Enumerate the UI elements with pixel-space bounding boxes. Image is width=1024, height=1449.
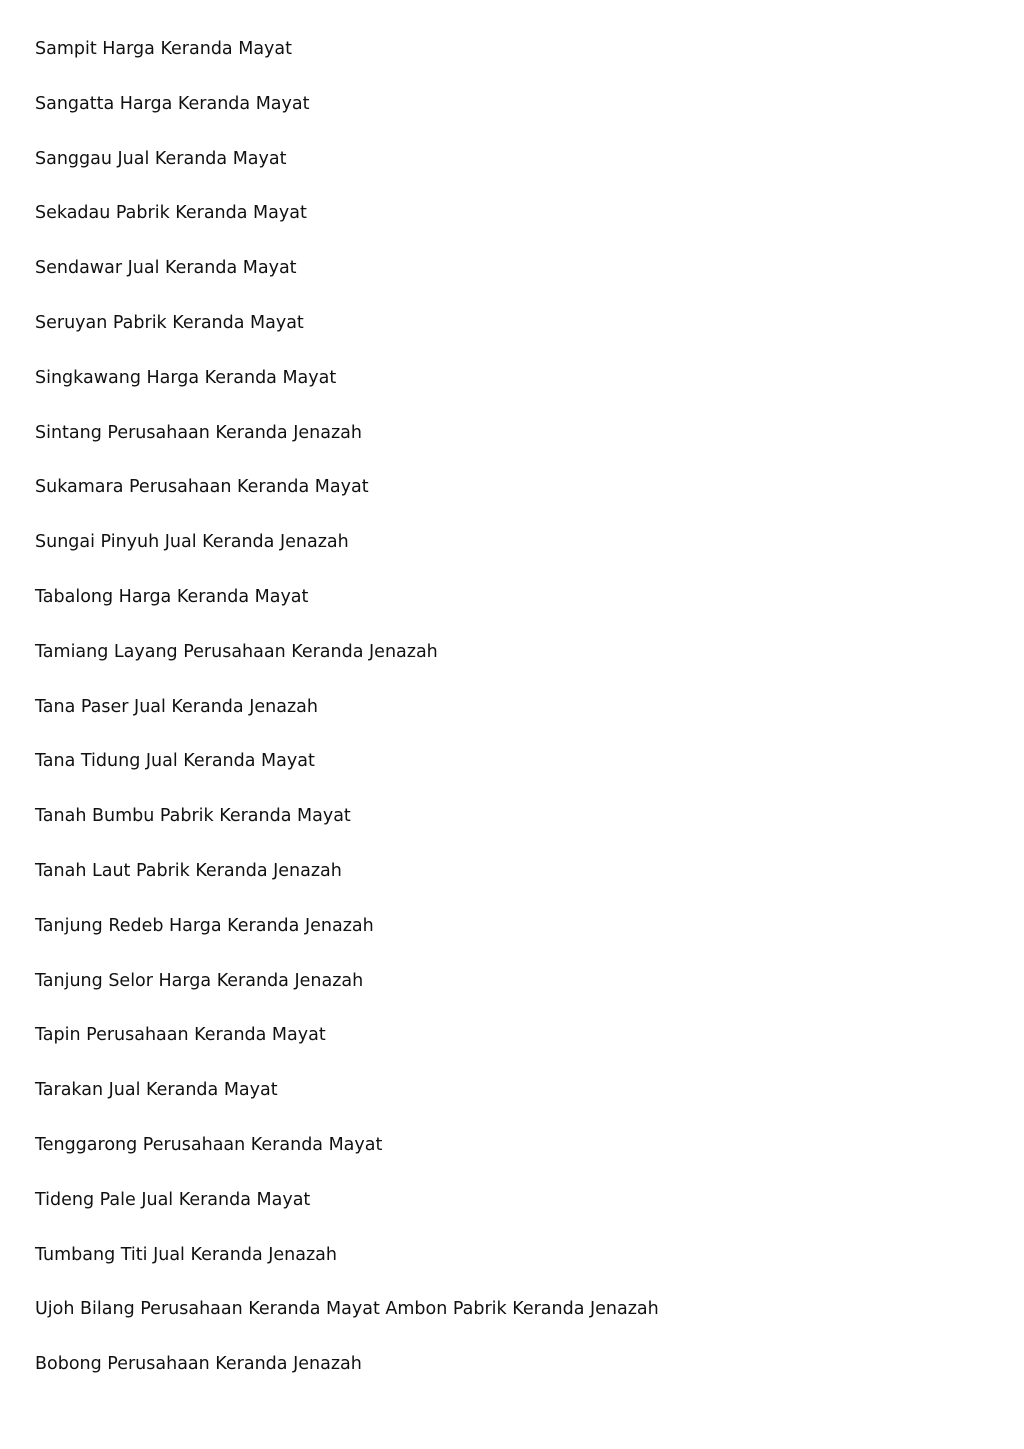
text-line: Tideng Pale Jual Keranda Mayat	[35, 1189, 311, 1210]
text-line: Tabalong Harga Keranda Mayat	[35, 586, 309, 607]
text-line: Tanah Laut Pabrik Keranda Jenazah	[35, 860, 342, 881]
text-line: Tamiang Layang Perusahaan Keranda Jenazah	[35, 641, 438, 662]
text-line: Tenggarong Perusahaan Keranda Mayat	[35, 1134, 383, 1155]
text-line: Tanjung Selor Harga Keranda Jenazah	[35, 970, 364, 991]
text-line: Sungai Pinyuh Jual Keranda Jenazah	[35, 532, 349, 553]
text-line: Tanjung Redeb Harga Keranda Jenazah	[35, 915, 374, 936]
text-line: Tana Paser Jual Keranda Jenazah	[35, 696, 318, 717]
text-line: Sukamara Perusahaan Keranda Mayat	[35, 477, 369, 498]
text-line: Sangatta Harga Keranda Mayat	[35, 93, 310, 114]
text-line: Sampit Harga Keranda Mayat	[35, 39, 292, 59]
text-line: Sintang Perusahaan Keranda Jenazah	[35, 422, 362, 443]
text-line: Sendawar Jual Keranda Mayat	[35, 258, 297, 279]
text-line: Sekadau Pabrik Keranda Mayat	[35, 203, 307, 224]
document-body	[35, 37, 1004, 1407]
text-line: Ujoh Bilang Perusahaan Keranda Mayat Ambon Pabrik Keranda Jenazah	[35, 1299, 659, 1320]
text-line: Seruyan Pabrik Keranda Mayat	[35, 312, 304, 333]
text-line: Tarakan Jual Keranda Mayat	[35, 1080, 278, 1101]
text-line: Tumbang Titi Jual Keranda Jenazah	[35, 1244, 337, 1265]
text-line: Tanah Bumbu Pabrik Keranda Mayat	[35, 806, 351, 827]
text-line: Tapin Perusahaan Keranda Mayat	[35, 1025, 326, 1046]
text-line: Tana Tidung Jual Keranda Mayat	[35, 751, 315, 772]
text-line: Bobong Perusahaan Keranda Jenazah	[35, 1354, 362, 1375]
text-line: Sanggau Jual Keranda Mayat	[35, 148, 287, 169]
text-line: Singkawang Harga Keranda Mayat	[35, 367, 337, 388]
